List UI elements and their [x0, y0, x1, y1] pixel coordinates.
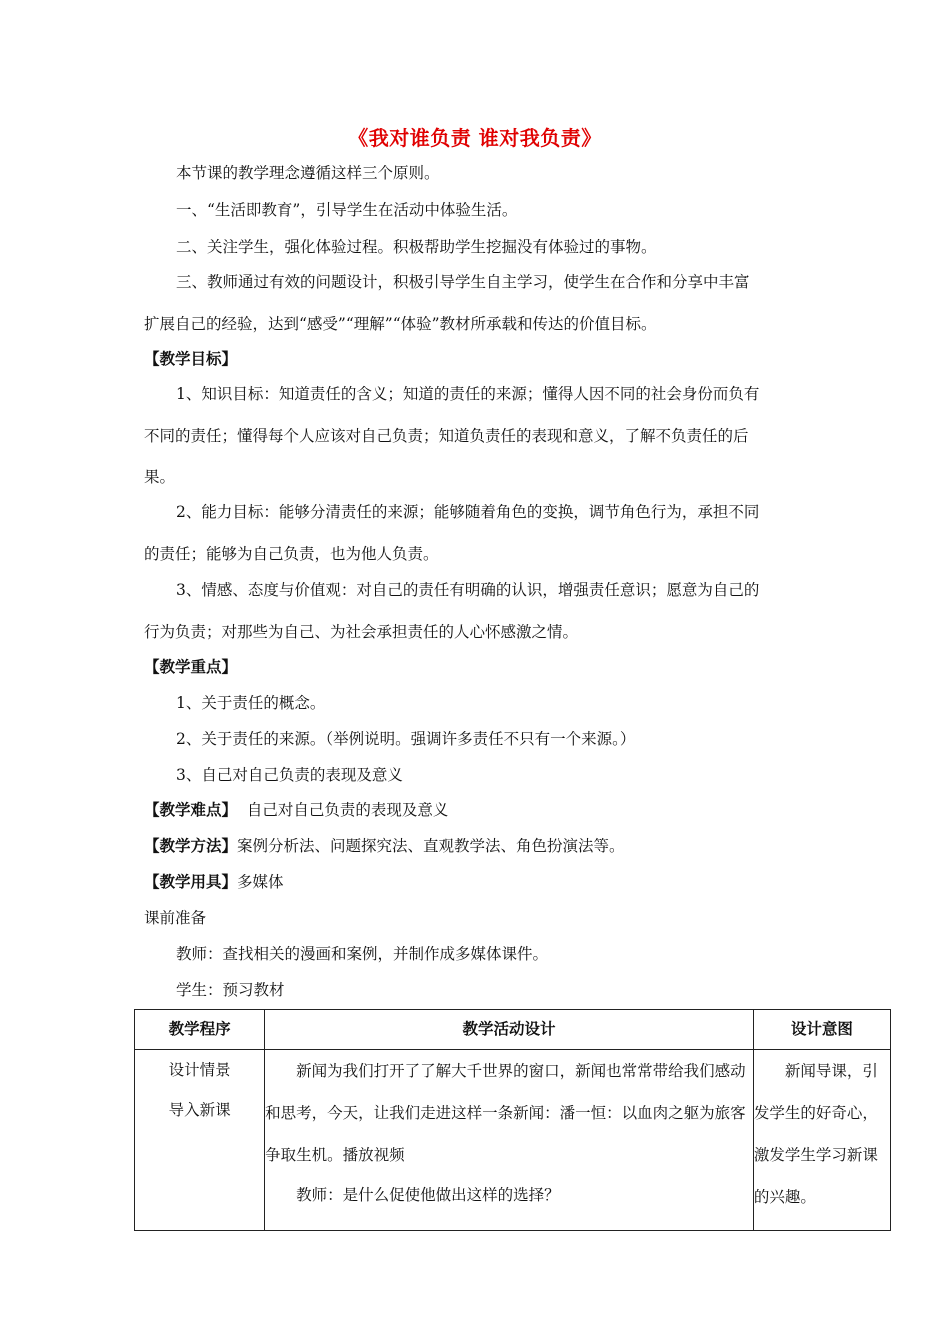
activity-text: 新闻为我们打开了了解大千世界的窗口，新闻也常常带给我们感动和思考，今天，让我们走进这样一条新闻：潘一恒：以血肉之躯为旅客争取生机。播放视频: [265, 1062, 746, 1164]
procedure-line-2: 导入新课: [168, 1101, 231, 1119]
key-point-3: 3、自己对自己负责的表现及意义: [176, 766, 403, 784]
heading-teaching-goals: 【教学目标】: [144, 349, 238, 368]
goal-knowledge-line-2: 不同的责任；懂得每个人应该对自己负责；知道负责任的表现和意义，了解不负责任的后: [144, 427, 749, 445]
goal-ability-line-1: 2、能力目标：能够分清责任的来源；能够随着角色的变换，调节角色行为，承担不同: [176, 503, 760, 521]
goal-knowledge-line-1: 1、知识目标：知道责任的含义；知道的责任的来源；懂得人因不同的社会身份而负有: [176, 385, 760, 403]
key-point-2: 2、关于责任的来源。（举例说明。强调许多责任不只有一个来源。）: [176, 730, 636, 748]
principle-1: 一、“生活即教育”，引导学生在活动中体验生活。: [176, 201, 518, 219]
cell-activity: [265, 1050, 754, 1231]
tools-row: [144, 871, 814, 893]
header-procedure: 教学程序: [135, 1010, 265, 1050]
method-text: 案例分析法、问题探究法、直观教学法、角色扮演法等。: [237, 837, 625, 855]
table-header-row: [135, 1010, 891, 1050]
preparation-heading: 课前准备: [144, 909, 207, 927]
procedure-line-1: 设计情景: [168, 1061, 231, 1079]
difficulty-row: [144, 799, 814, 821]
key-point-1: 1、关于责任的概念。: [176, 694, 326, 712]
goal-emotion-line-2: 行为负责；对那些为自己、为社会承担责任的人心怀感激之情。: [144, 623, 579, 641]
cell-procedure: [135, 1050, 265, 1231]
preparation-teacher: 教师：查找相关的漫画和案例，并制作成多媒体课件。: [176, 945, 549, 963]
heading-difficulty: 【教学难点】: [144, 800, 238, 819]
difficulty-text: 自己对自己负责的表现及意义: [246, 801, 449, 819]
table-row: [135, 1050, 891, 1231]
intro-paragraph: 本节课的教学理念遵循这样三个原则。: [176, 164, 440, 182]
goal-emotion-line-1: 3、情感、态度与价值观：对自己的责任有明确的认识，增强责任意识；愿意为自己的: [176, 581, 760, 599]
teaching-procedure-table: [134, 1009, 891, 1231]
heading-method: 【教学方法】: [144, 836, 238, 855]
intent-text: 新闻导课，引发学生的好奇心，激发学生学习新课的兴趣。: [753, 1062, 878, 1206]
cell-intent: [753, 1050, 890, 1231]
principle-3-line-2: 扩展自己的经验，达到“感受”“理解”“体验”教材所承载和传达的价值目标。: [144, 315, 657, 333]
principle-3-line-1: 三、教师通过有效的问题设计，积极引导学生自主学习，使学生在合作和分享中丰富: [176, 273, 750, 291]
tools-text: 多媒体: [237, 873, 284, 891]
method-row: [144, 835, 814, 857]
goal-ability-line-2: 的责任；能够为自己负责，也为他人负责。: [144, 545, 439, 563]
activity-teacher-question: 教师：是什么促使他做出这样的选择？: [296, 1186, 560, 1204]
preparation-student: 学生：预习教材: [176, 981, 285, 999]
header-intent: 设计意图: [753, 1010, 890, 1050]
header-activity: 教学活动设计: [265, 1010, 754, 1050]
heading-tools: 【教学用具】: [144, 872, 238, 891]
goal-knowledge-line-3: 果。: [144, 468, 176, 486]
heading-key-points: 【教学重点】: [144, 657, 238, 676]
document-title: 《我对谁负责 谁对我负责》: [348, 126, 602, 150]
principle-2: 二、关注学生，强化体验过程。积极帮助学生挖掘没有体验过的事物。: [176, 238, 657, 256]
